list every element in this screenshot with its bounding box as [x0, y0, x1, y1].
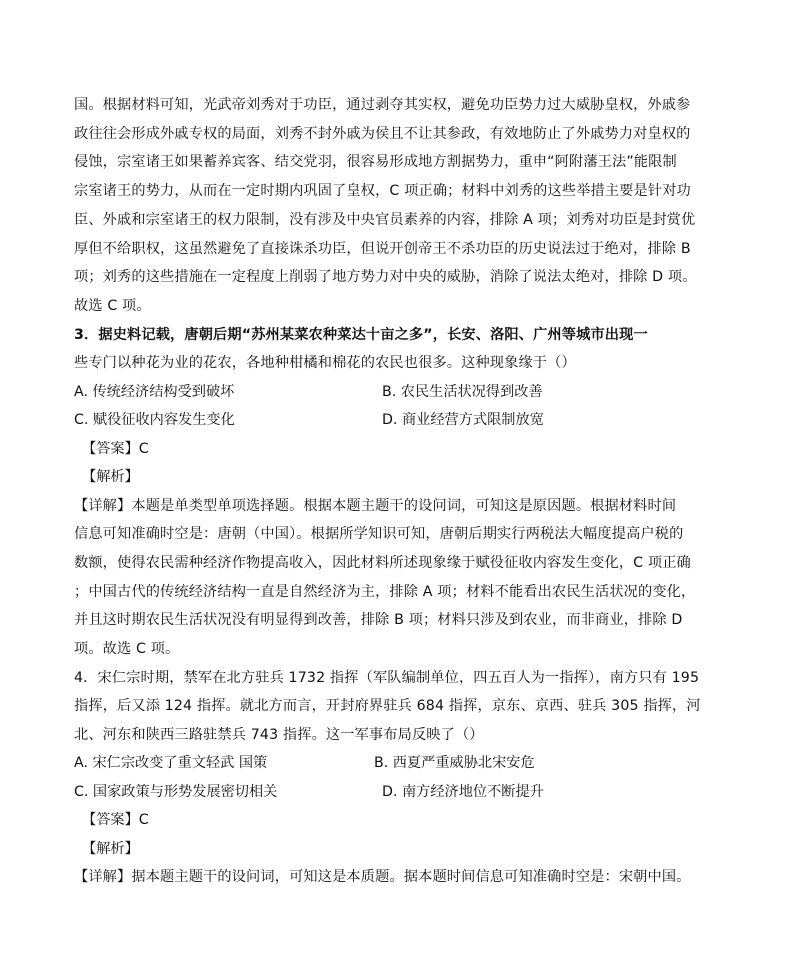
q3-stem-line-1: 3．据史料记载，唐朝后期“苏州某菜农种菜达十亩之多”，长安、洛阳、广州等城市出现一: [74, 327, 648, 343]
q2-explanation-line-4: 宗室诸王的势力，从而在一定时期内巩固了皇权，C 项正确；材料中刘秀的这些举措主要是针对功: [74, 183, 691, 199]
q3-detail-line-3: 数额，使得农民需种经济作物提高收入，因此材料所述现象缘于赋役征收内容发生变化，C 项正确: [74, 555, 691, 571]
q3-analysis-label: 【解析】: [82, 469, 139, 485]
q4-option-d: D. 南方经济地位不断提升: [382, 784, 544, 800]
q2-explanation-line-6: 厚但不给职权，这虽然避免了直接诛杀功臣，但说开创帝王不杀功臣的历史说法过于绝对，排除 B: [74, 241, 691, 257]
q4-analysis-label: 【解析】: [82, 841, 139, 857]
q3-option-b: B. 农民生活状况得到改善: [382, 384, 543, 400]
q4-option-a: A. 宋仁宗改变了重文轻武 国策: [74, 755, 268, 771]
q4-option-b: B. 西夏严重威胁北宋安危: [374, 755, 535, 771]
q2-explanation-line-5: 臣、外戚和宗室诸王的权力限制，没有涉及中央官员素养的内容，排除 A 项；刘秀对功臣是封赏优: [74, 212, 696, 228]
q3-detail-line-1: 【详解】本题是单类型单项选择题。根据本题主题干的设问词，可知这是原因题。根据材料时间: [74, 498, 677, 514]
q4-stem-line-2: 指挥，后又添 124 指挥。就北方而言，开封府界驻兵 684 指挥，京东、京西、驻兵 305 指挥，河: [74, 698, 701, 714]
q4-detail-line-1: 【详解】据本题主题干的设问词，可知这是本质题。据本题时间信息可知准确时空是：宋朝中国。: [74, 869, 691, 885]
q2-explanation-line-3: 侵蚀，宗室诸王如果蓄养宾客、结交党羽，很容易形成地方割据势力，重申“阿附藩王法”能限制: [74, 154, 677, 170]
q3-option-a: A. 传统经济结构受到破坏: [74, 384, 235, 400]
q4-stem-line-1: 4．宋仁宗时期，禁军在北方驻兵 1732 指挥（军队编制单位，四五百人为一指挥），南方只有 195: [74, 670, 700, 686]
q2-explanation-line-2: 政往往会形成外戚专权的局面，刘秀不封外戚为侯且不让其参政，有效地防止了外戚势力对皇权的: [74, 126, 691, 142]
q4-answer: 【答案】C: [82, 812, 149, 828]
q3-stem-line-2: 些专门以种花为业的花农，各地种柑橘和棉花的农民也很多。这种现象缘于（）: [74, 355, 576, 371]
q3-option-c: C. 赋役征收内容发生变化: [74, 412, 235, 428]
q4-stem-line-3: 北、河东和陕西三路驻禁兵 743 指挥。这一军事布局反映了（）: [74, 727, 484, 743]
q2-explanation-line-8: 故选 C 项。: [74, 298, 151, 314]
q3-option-d: D. 商业经营方式限制放宽: [382, 412, 544, 428]
q3-answer: 【答案】C: [82, 441, 149, 457]
q3-detail-line-5: 并且这时期农民生活状况没有明显得到改善，排除 B 项；材料只涉及到农业，而非商业，排除 D: [74, 612, 683, 628]
q2-explanation-line-7: 项；刘秀的这些措施在一定程度上削弱了地方势力对中央的威胁，消除了说法太绝对，排除 D 项。: [74, 269, 697, 285]
q3-detail-line-6: 项。故选 C 项。: [74, 641, 180, 657]
q2-explanation-line-1: 国。根据材料可知，光武帝刘秀对于功臣，通过剥夺其实权，避免功臣势力过大威胁皇权，外戚参: [74, 97, 691, 113]
q4-option-c: C. 国家政策与形势发展密切相关: [74, 784, 278, 800]
q3-detail-line-4: ；中国古代的传统经济结构一直是自然经济为主，排除 A 项；材料不能看出农民生活状况的变化，: [74, 584, 696, 600]
q3-detail-line-2: 信息可知准确时空是：唐朝（中国）。根据所学知识可知，唐朝后期实行两税法大幅度提高户税的: [74, 526, 684, 542]
